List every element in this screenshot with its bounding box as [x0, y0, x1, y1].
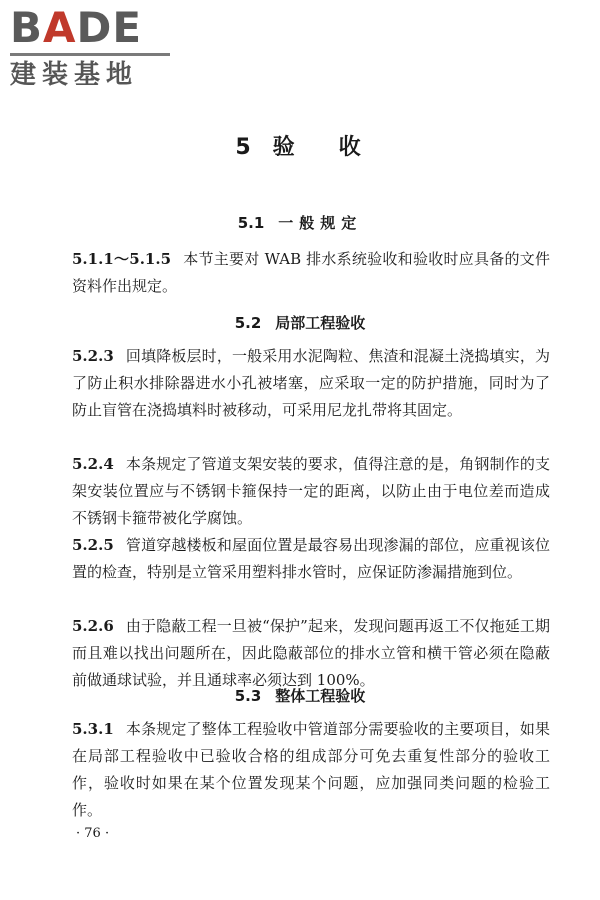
clause-number: 5.2.6 [72, 617, 114, 635]
clause-number: 5.2.3 [72, 347, 114, 365]
clause-5-3-1 [72, 716, 550, 824]
logo-wordmark: BADE [10, 3, 143, 52]
chapter-title-part1: 验 [272, 135, 299, 160]
section-title-5-3: 5.3 整体工程验收 [234, 687, 366, 705]
logo-subtitle: 建装基地 [10, 60, 139, 90]
clause-5-2-4 [72, 451, 550, 532]
section-title-5-2: 5.2 局部工程验收 [234, 314, 366, 332]
clause-5-2-5 [72, 532, 550, 586]
clause-number: 5.3.1 [72, 720, 114, 738]
section-title-5-1: 5.1 一般规定 [237, 214, 363, 232]
clause-number: 5.2.5 [72, 536, 114, 554]
clause-text: 回填降板层时，一般采用水泥陶粒、焦渣和混凝土浇捣填实，为了防止积水排除器进水小孔被堵塞，应采取一定的防护措施，同时为了防止盲管在浇捣填料时被移动，可采用尼龙扎带将其固定。 [72, 347, 550, 419]
clause-text: 由于隐蔽工程一旦被“保护”起来，发现问题再返工不仅拖延工期而且难以找出问题所在，因此隐蔽部位的排水立管和横干管必须在隐蔽前做通球试验，并且通球率必须达到 100%。 [72, 617, 550, 689]
clause-text: 本条规定了整体工程验收中管道部分需要验收的主要项目，如果在局部工程验收中已验收合格的组成部分可免去重复性部分的验收工作，验收时如果在某个位置发现某个问题，应加强同类问题的检验工作。 [72, 720, 550, 819]
chapter-number: 5 [235, 135, 255, 160]
clause-text: 管道穿越楼板和屋面位置是最容易出现渗漏的部位，应重视该位置的检查，特别是立管采用塑料排水管时，应保证防渗漏措施到位。 [72, 536, 550, 581]
clause-text: 本节主要对 WAB 排水系统验收和验收时应具备的文件资料作出规定。 [72, 250, 550, 295]
chapter-title [0, 130, 600, 161]
clause-number: 5.2.4 [72, 455, 114, 473]
page-number: · 76 · [76, 826, 110, 841]
brand-logo [10, 3, 180, 90]
clause-5-2-3 [72, 343, 550, 424]
chapter-title-part2: 收 [338, 135, 365, 160]
clause-number: 5.1.1～5.1.5 [72, 250, 172, 268]
clause-5-1-1 [72, 246, 550, 300]
clause-5-2-6 [72, 613, 550, 694]
logo-divider [10, 53, 170, 56]
clause-text: 本条规定了管道支架安装的要求，值得注意的是，角钢制作的支架安装位置应与不锈钢卡箍保持一定的距离，以防止由于电位差而造成不锈钢卡箍带被化学腐蚀。 [72, 455, 550, 527]
